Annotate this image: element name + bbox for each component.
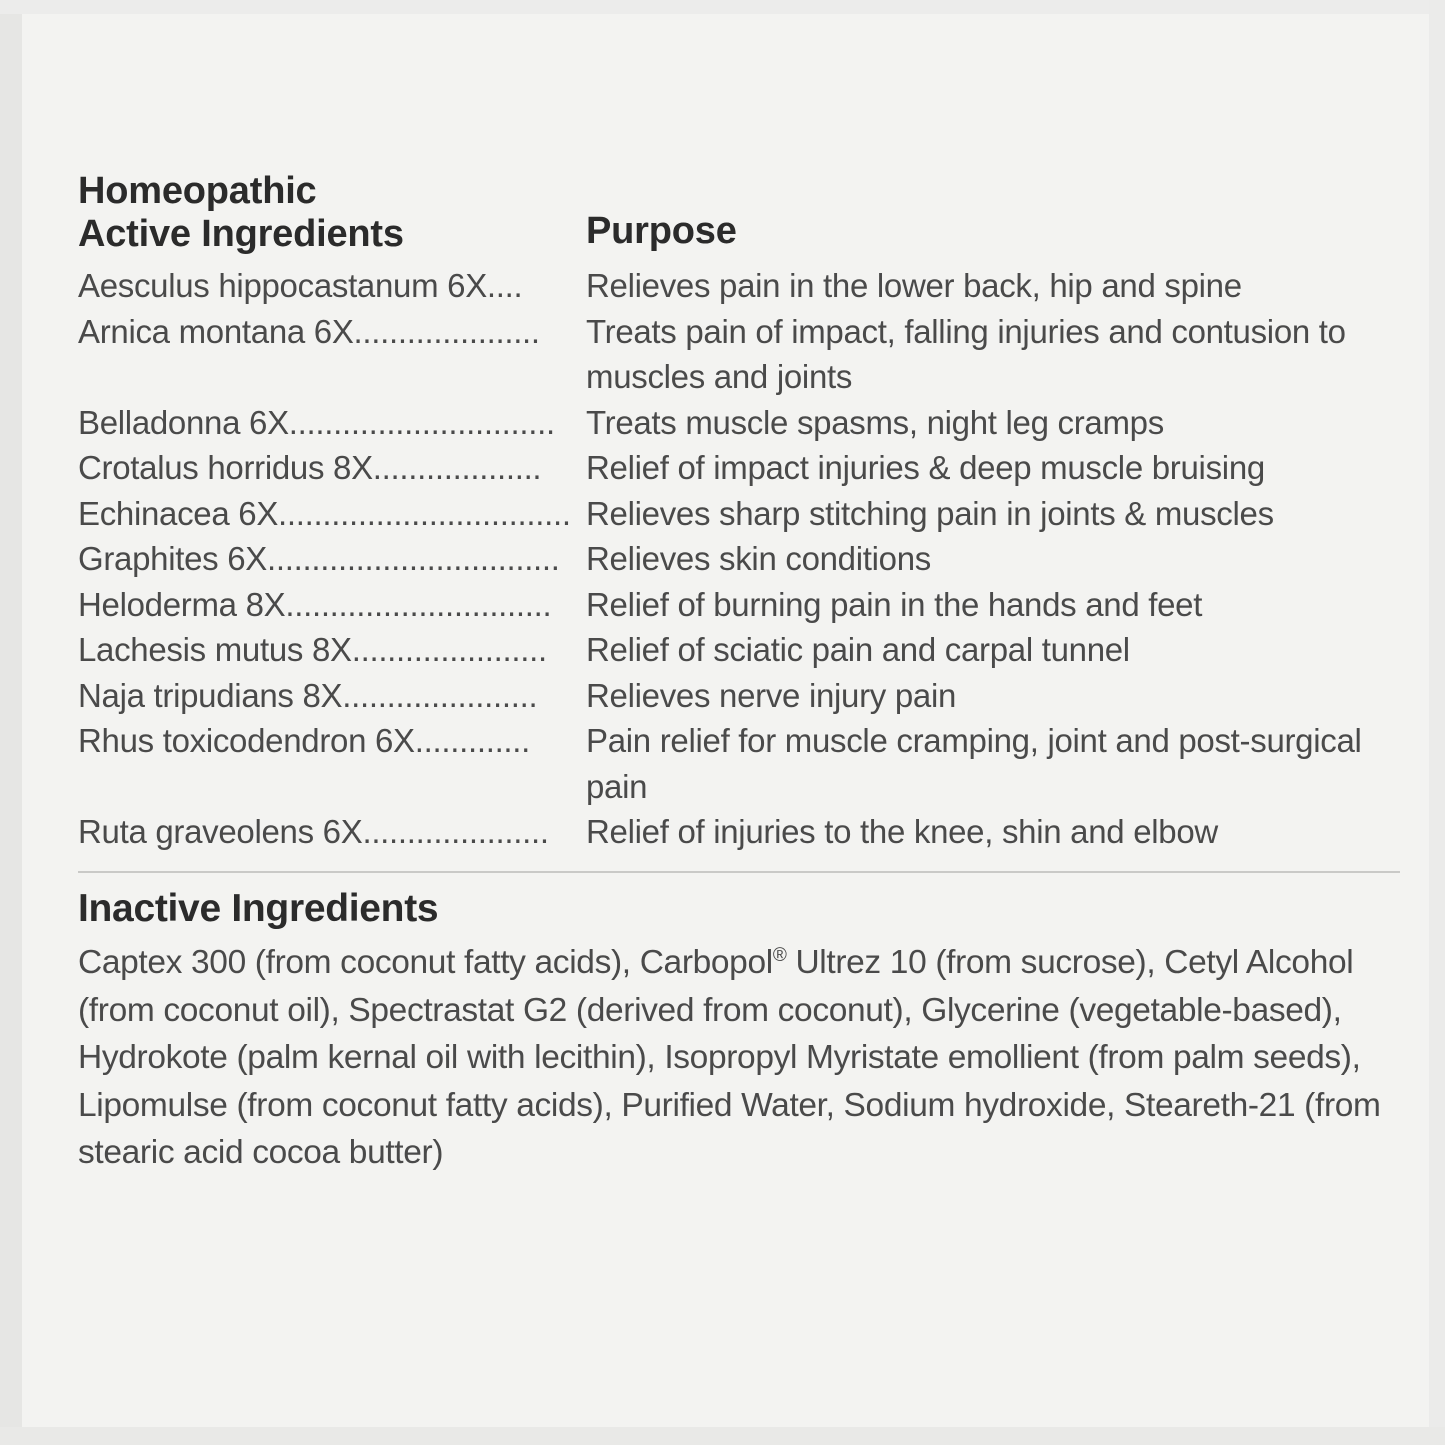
ingredient-purpose: Treats pain of impact, falling injuries and contusion to muscles and joints xyxy=(586,312,1346,396)
table-row xyxy=(78,809,1398,855)
active-ingredients-header xyxy=(78,170,1398,255)
ingredient-purpose: Relieves nerve injury pain xyxy=(586,676,957,714)
table-row xyxy=(78,445,1398,491)
inactive-body-part-1: Captex 300 (from coconut fatty acids), Carbopol xyxy=(78,944,773,981)
registered-trademark-symbol: ® xyxy=(772,944,787,966)
heading-line-2: Active Ingredients xyxy=(78,212,404,255)
ingredient-purpose: Relief of injuries to the knee, shin and elbow xyxy=(586,813,1218,851)
inactive-ingredients-title: Inactive Ingredients xyxy=(78,887,439,930)
ingredient-purpose: Pain relief for muscle cramping, joint and post-surgical pain xyxy=(586,722,1362,805)
table-row xyxy=(78,263,1398,309)
ingredient-name: Rhus toxicodendron 6X............. xyxy=(78,722,531,760)
heading-line-1: Homeopathic xyxy=(78,170,317,212)
ingredient-name: Graphites 6X................................. xyxy=(78,540,560,578)
panel-right-edge xyxy=(1429,0,1445,1445)
ingredient-purpose: Treats muscle spasms, night leg cramps xyxy=(586,403,1164,441)
panel-bottom-edge xyxy=(0,1427,1445,1445)
table-row xyxy=(78,309,1398,400)
ingredient-name: Belladonna 6X.............................. xyxy=(78,403,555,441)
table-row xyxy=(78,582,1398,628)
table-row xyxy=(78,536,1398,582)
ingredient-purpose: Relief of sciatic pain and carpal tunnel xyxy=(586,631,1130,669)
inactive-ingredients-body xyxy=(78,939,1398,1177)
ingredient-name: Heloderma 8X.............................. xyxy=(78,585,552,623)
ingredient-purpose: Relieves skin conditions xyxy=(586,540,931,578)
active-ingredients-heading xyxy=(78,170,586,255)
ingredient-purpose: Relief of impact injuries & deep muscle bruising xyxy=(586,449,1265,487)
ingredient-name: Crotalus horridus 8X................... xyxy=(78,449,542,487)
ingredient-name: Naja tripudians 8X...................... xyxy=(78,676,538,714)
table-row xyxy=(78,673,1398,719)
ingredient-name: Lachesis mutus 8X...................... xyxy=(78,631,547,669)
table-row xyxy=(78,400,1398,446)
active-ingredients-table xyxy=(78,263,1398,855)
ingredient-purpose: Relieves pain in the lower back, hip and spine xyxy=(586,267,1242,305)
ingredient-purpose: Relief of burning pain in the hands and feet xyxy=(586,585,1203,623)
ingredient-name: Arnica montana 6X..................... xyxy=(78,312,540,350)
purpose-heading: Purpose xyxy=(586,210,737,253)
section-divider xyxy=(78,871,1400,873)
inactive-body-part-2: Ultrez 10 (from sucrose), Cetyl Alcohol (from coconut oil), Spectrastat G2 (derived from coconut), Glycerine (vegetable-based), Hydrokote (palm kernal oil with lecithin), Isopropyl Myristate emollient (from palm seeds), Lipomulse (from coconut fatty acids), Purified Water, Sodium hydroxide, Steareth-21 (from stearic acid cocoa butter) xyxy=(78,944,1381,1172)
ingredient-name: Ruta graveolens 6X..................... xyxy=(78,813,549,851)
table-row xyxy=(78,627,1398,673)
ingredient-purpose: Relieves sharp stitching pain in joints & muscles xyxy=(586,494,1274,532)
panel-top-edge xyxy=(0,0,1445,14)
table-row xyxy=(78,718,1398,809)
label-content xyxy=(78,170,1398,1177)
table-row xyxy=(78,491,1398,537)
ingredient-name: Aesculus hippocastanum 6X.... xyxy=(78,267,523,305)
ingredient-name: Echinacea 6X................................. xyxy=(78,494,571,532)
panel-left-edge xyxy=(0,0,22,1445)
